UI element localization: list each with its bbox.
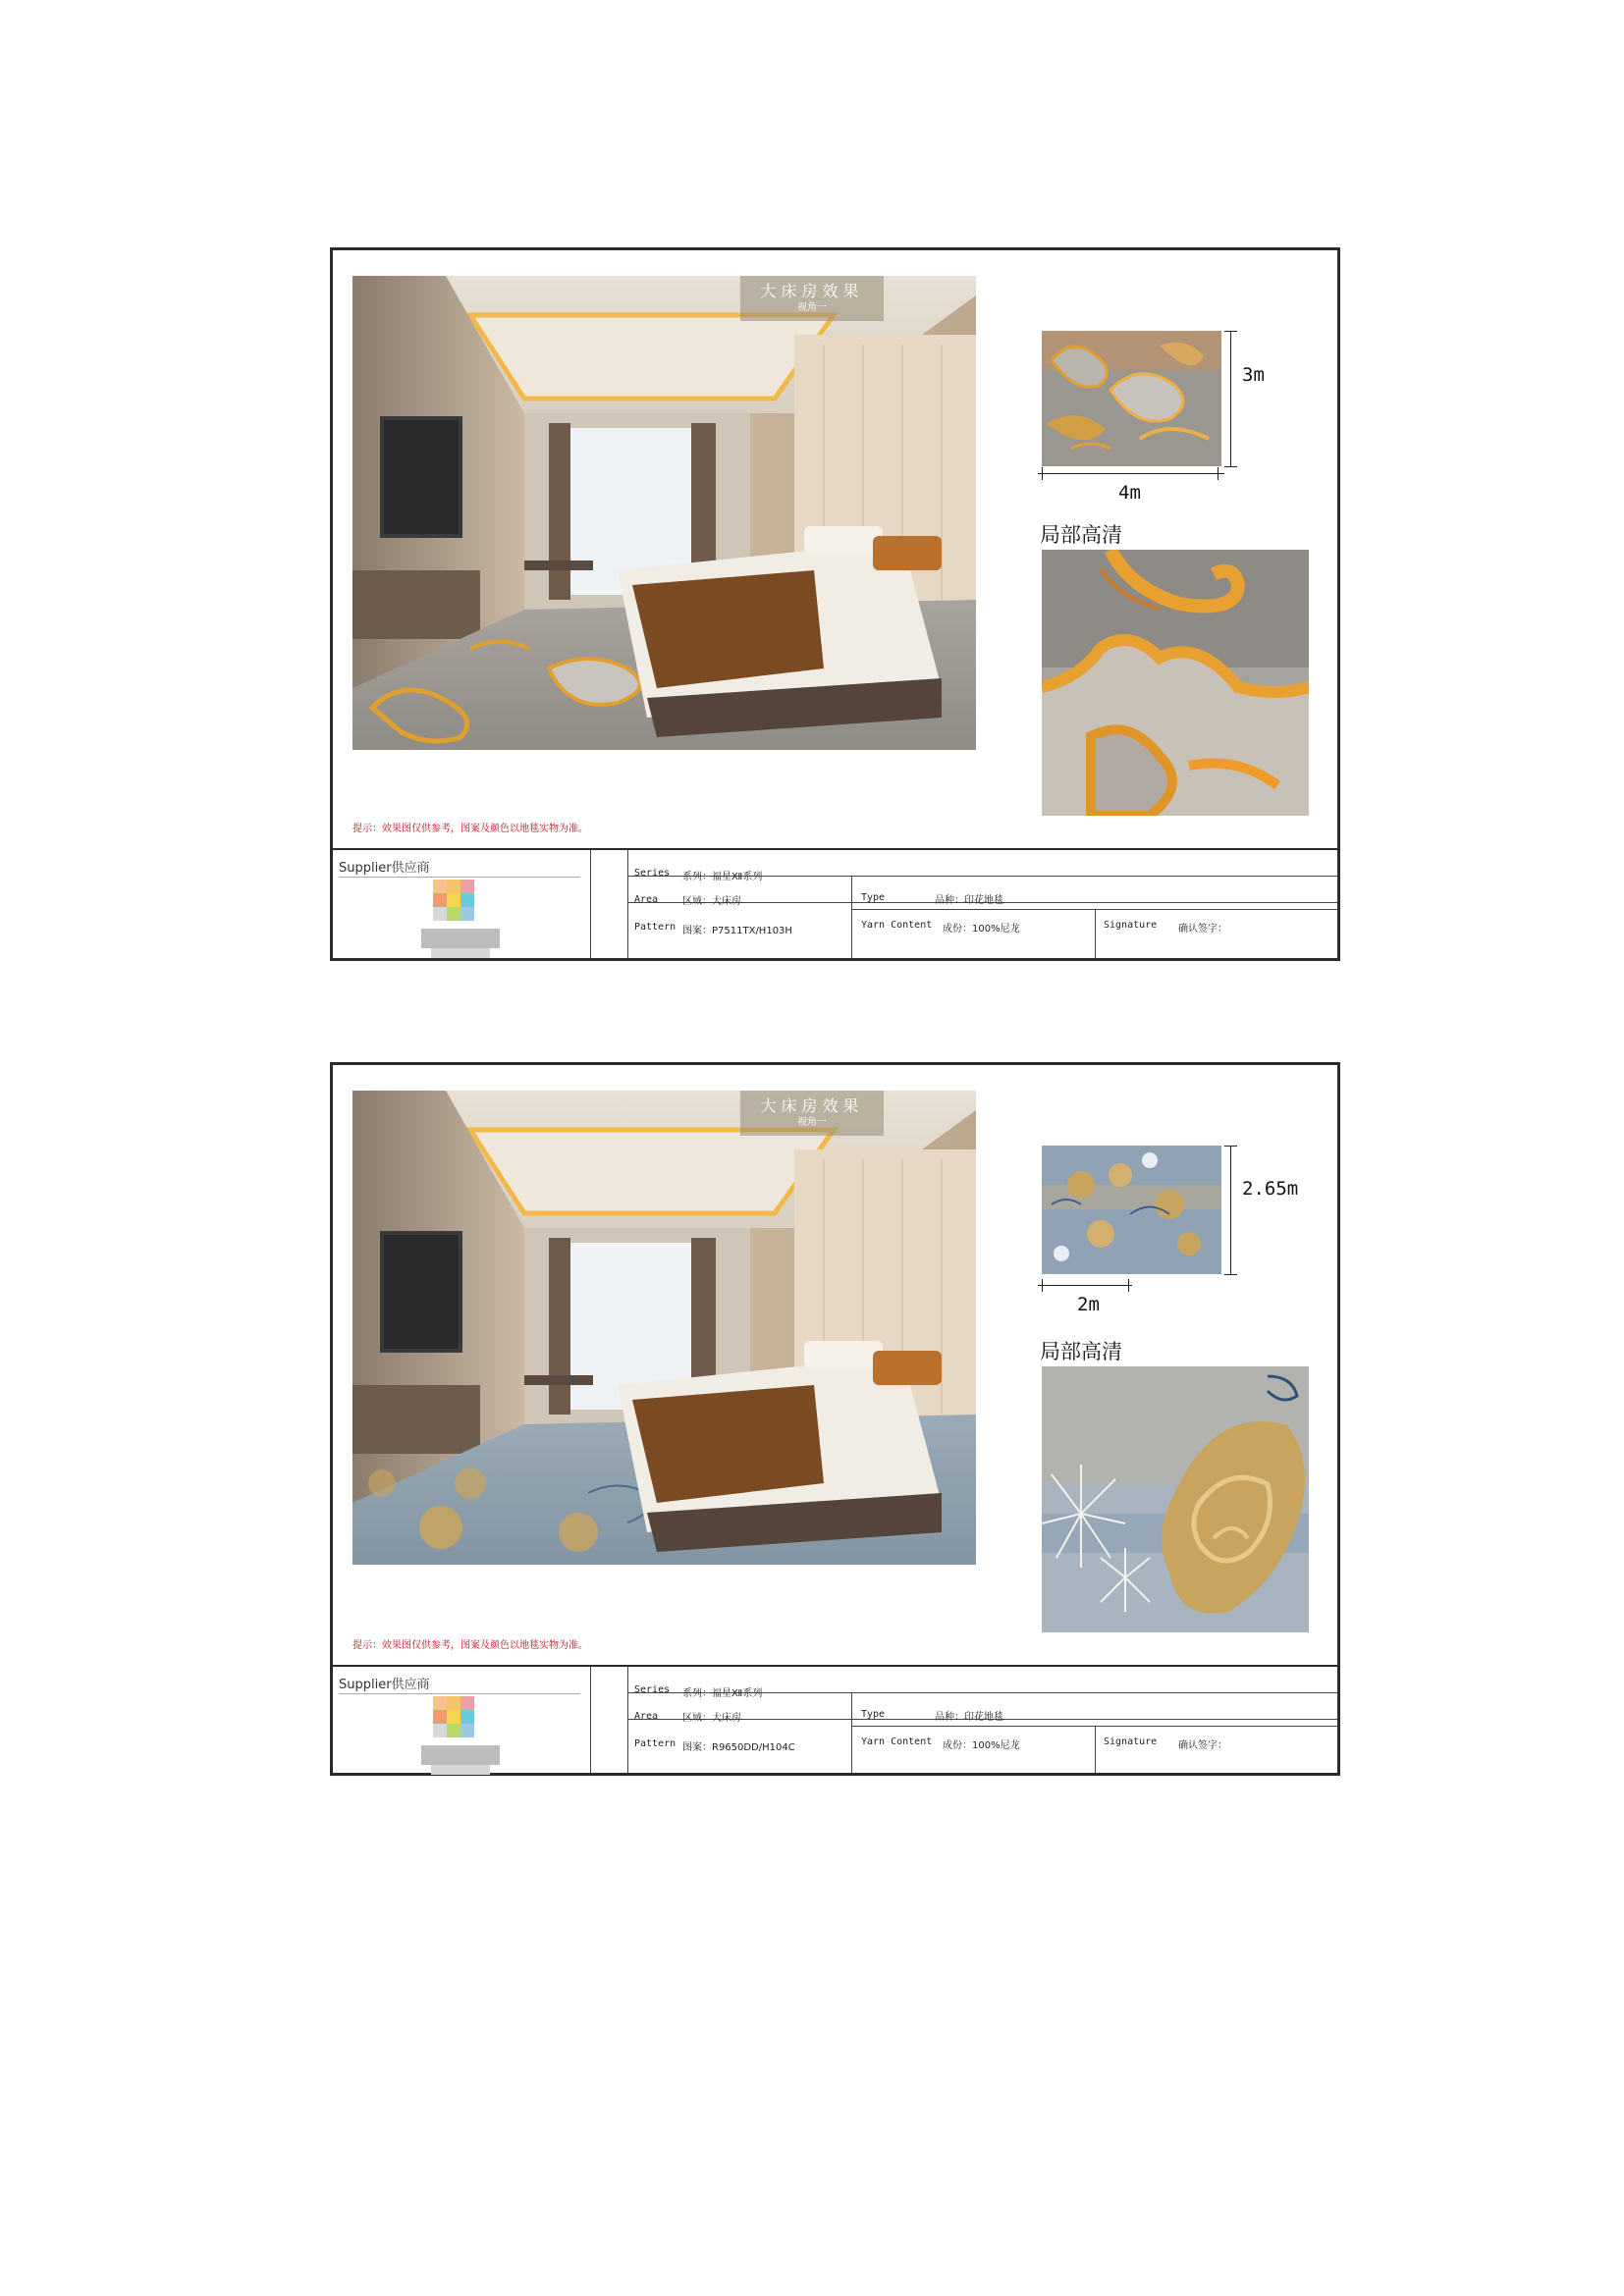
spec-sheet-2 [330,1062,1340,1776]
room-view-subtitle: 视角一 [797,302,827,313]
area-label-en: Area [634,1711,659,1722]
series-label-en: Series [634,868,671,879]
room-view-title: 大床房效果 [760,1096,864,1115]
width-dimension-line [1038,467,1224,481]
detail-title: 局部高清 [1040,523,1122,547]
product-info-table [627,850,1337,958]
spec-sheet-1 [330,247,1340,961]
height-dimension-line [1224,1146,1238,1275]
yarn-label-en: Yarn Content [861,1736,933,1747]
title-block [333,848,1337,958]
signature-field[interactable]: 确认签字： [1178,924,1227,934]
signature-label-en: Signature [1104,1736,1158,1747]
series-value: 系列：福星Ⅻ系列 [682,872,763,882]
height-dimension-label: 3m [1242,364,1265,386]
supplier-logo-blurred [421,1696,510,1777]
carpet-detail-image [1042,550,1309,816]
detail-title: 局部高清 [1040,1340,1122,1363]
supplier-label: Supplier供应商 [339,861,430,876]
yarn-label-en: Yarn Content [861,920,933,931]
type-value: 品种：印花地毯 [935,895,1003,906]
area-value: 区域：大床房 [682,1713,741,1724]
signature-field[interactable]: 确认签字： [1178,1740,1227,1751]
title-block [333,1665,1337,1773]
area-value: 区域：大床房 [682,896,741,907]
room-view-subtitle: 视角一 [797,1117,827,1128]
width-dimension-label: 4m [1118,482,1141,504]
supplier-label: Supplier供应商 [339,1678,430,1692]
yarn-value: 成份：100%尼龙 [943,1740,1020,1751]
room-render-image [352,276,976,750]
room-view-title: 大床房效果 [760,282,864,300]
product-info-table [627,1667,1337,1773]
area-label-en: Area [634,894,659,905]
pattern-value: 图案：R9650DD/H104C [682,1742,795,1753]
height-dimension-line [1224,331,1238,467]
pattern-label-en: Pattern [634,922,677,933]
pattern-value: 图案：P7511TX/H103H [682,926,792,936]
disclaimer-note: 提示：效果图仅供参考，图案及颜色以地毯实物为准。 [352,824,588,834]
carpet-swatch-image [1042,331,1221,466]
disclaimer-note: 提示：效果图仅供参考，图案及颜色以地毯实物为准。 [352,1640,588,1651]
room-render-image [352,1091,976,1565]
supplier-logo-blurred [421,880,510,960]
width-dimension-label: 2m [1077,1294,1100,1315]
room-view-badge [740,1091,884,1136]
supplier-box [333,850,591,958]
type-label-en: Type [861,892,886,903]
type-label-en: Type [861,1709,886,1720]
series-label-en: Series [634,1684,671,1695]
signature-label-en: Signature [1104,920,1158,931]
room-view-badge [740,276,884,321]
yarn-value: 成份：100%尼龙 [943,924,1020,934]
height-dimension-label: 2.65m [1242,1178,1299,1200]
series-value: 系列：福星Ⅻ系列 [682,1688,763,1699]
carpet-detail-image [1042,1366,1309,1632]
type-value: 品种：印花地毯 [935,1712,1003,1723]
carpet-swatch-image [1042,1146,1221,1274]
supplier-box [333,1667,591,1773]
width-dimension-line [1038,1279,1132,1293]
pattern-label-en: Pattern [634,1738,677,1749]
